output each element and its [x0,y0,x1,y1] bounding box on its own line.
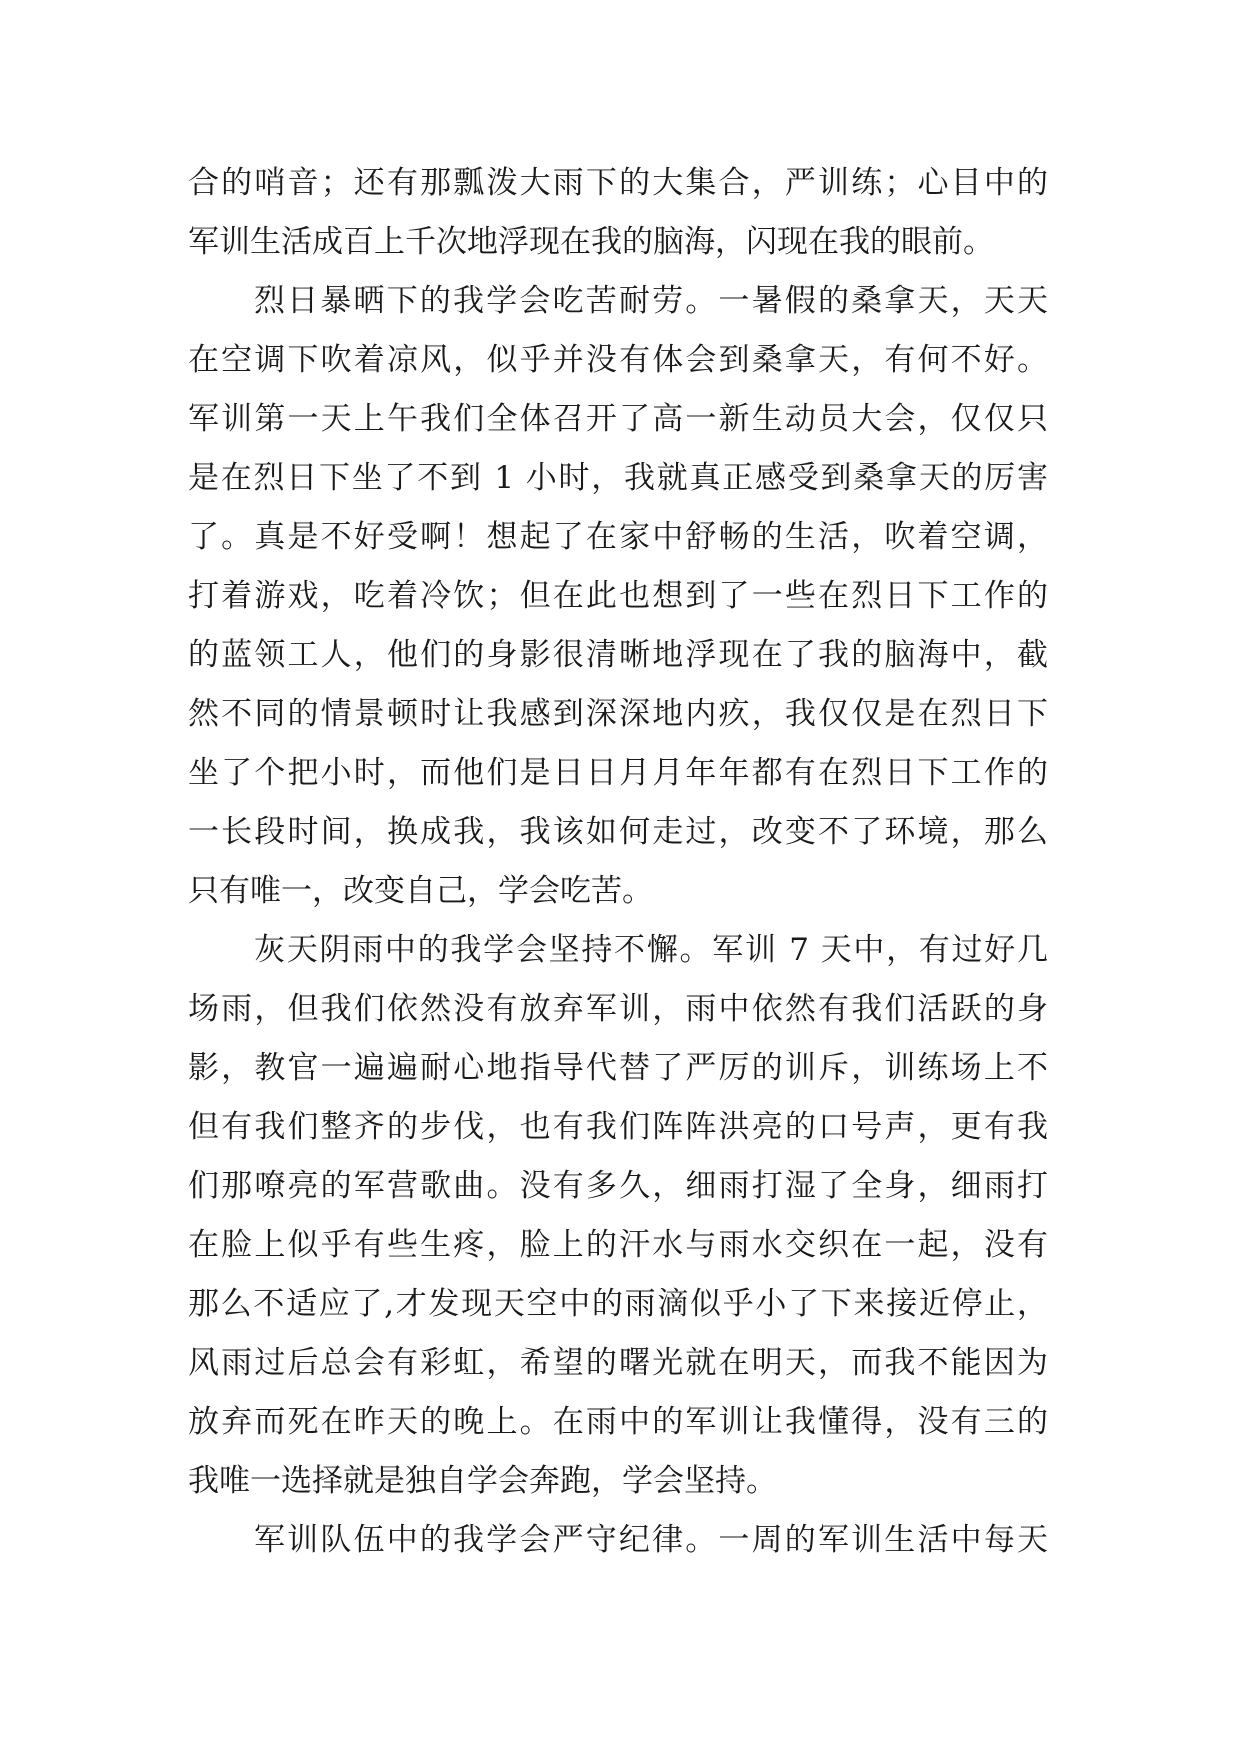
text-line: 军训生活成百上千次地浮现在我的脑海，闪现在我的眼前。 [188,224,994,260]
text-line: 是在烈日下坐了不到 1 小时，我就真正感受到桑拿天的厉害 [188,460,1048,496]
text-line: 那么不适应了,才发现天空中的雨滴似乎小了下来接近停止， [188,1286,1048,1322]
text-line: 打着游戏，吃着冷饮；但在此也想到了一些在烈日下工作的 [188,578,1048,614]
text-line: 然不同的情景顿时让我感到深深地内疚，我仅仅是在烈日下 [188,696,1048,732]
body-text [188,154,1048,1570]
text-line: 烈日暴晒下的我学会吃苦耐劳。一暑假的桑拿天，天天 [254,283,1048,319]
text-line: 灰天阴雨中的我学会坚持不懈。军训 7 天中，有过好几 [254,932,1048,968]
text-line: 场雨，但我们依然没有放弃军训，雨中依然有我们活跃的身 [188,991,1048,1027]
text-line: 合的哨音；还有那瓢泼大雨下的大集合，严训练；心目中的 [188,165,1048,201]
text-line: 军训第一天上午我们全体召开了高一新生动员大会，仅仅只 [188,401,1048,437]
text-line: 们那嘹亮的军营歌曲。没有多久，细雨打湿了全身，细雨打 [188,1168,1048,1204]
text-line: 我唯一选择就是独自学会奔跑，学会坚持。 [188,1463,777,1499]
text-line: 在空调下吹着凉风，似乎并没有体会到桑拿天，有何不好。 [188,342,1048,378]
text-line: 坐了个把小时，而他们是日日月月年年都有在烈日下工作的 [188,755,1048,791]
text-line: 但有我们整齐的步伐，也有我们阵阵洪亮的口号声，更有我 [188,1109,1048,1145]
text-line: 只有唯一，改变自己，学会吃苦。 [188,873,653,909]
text-line: 影，教官一遍遍耐心地指导代替了严厉的训斥，训练场上不 [188,1050,1048,1086]
text-line: 一长段时间，换成我，我该如何走过，改变不了环境，那么 [188,814,1048,850]
text-line: 了。真是不好受啊！想起了在家中舒畅的生活，吹着空调， [188,519,1048,555]
text-line: 的蓝领工人，他们的身影很清晰地浮现在了我的脑海中，截 [188,637,1048,673]
text-line: 军训队伍中的我学会严守纪律。一周的军训生活中每天 [254,1522,1048,1558]
text-line: 在脸上似乎有些生疼，脸上的汗水与雨水交织在一起，没有 [188,1227,1048,1263]
text-line: 放弃而死在昨天的晚上。在雨中的军训让我懂得，没有三的 [188,1404,1048,1440]
text-line: 风雨过后总会有彩虹，希望的曙光就在明天，而我不能因为 [188,1345,1048,1381]
